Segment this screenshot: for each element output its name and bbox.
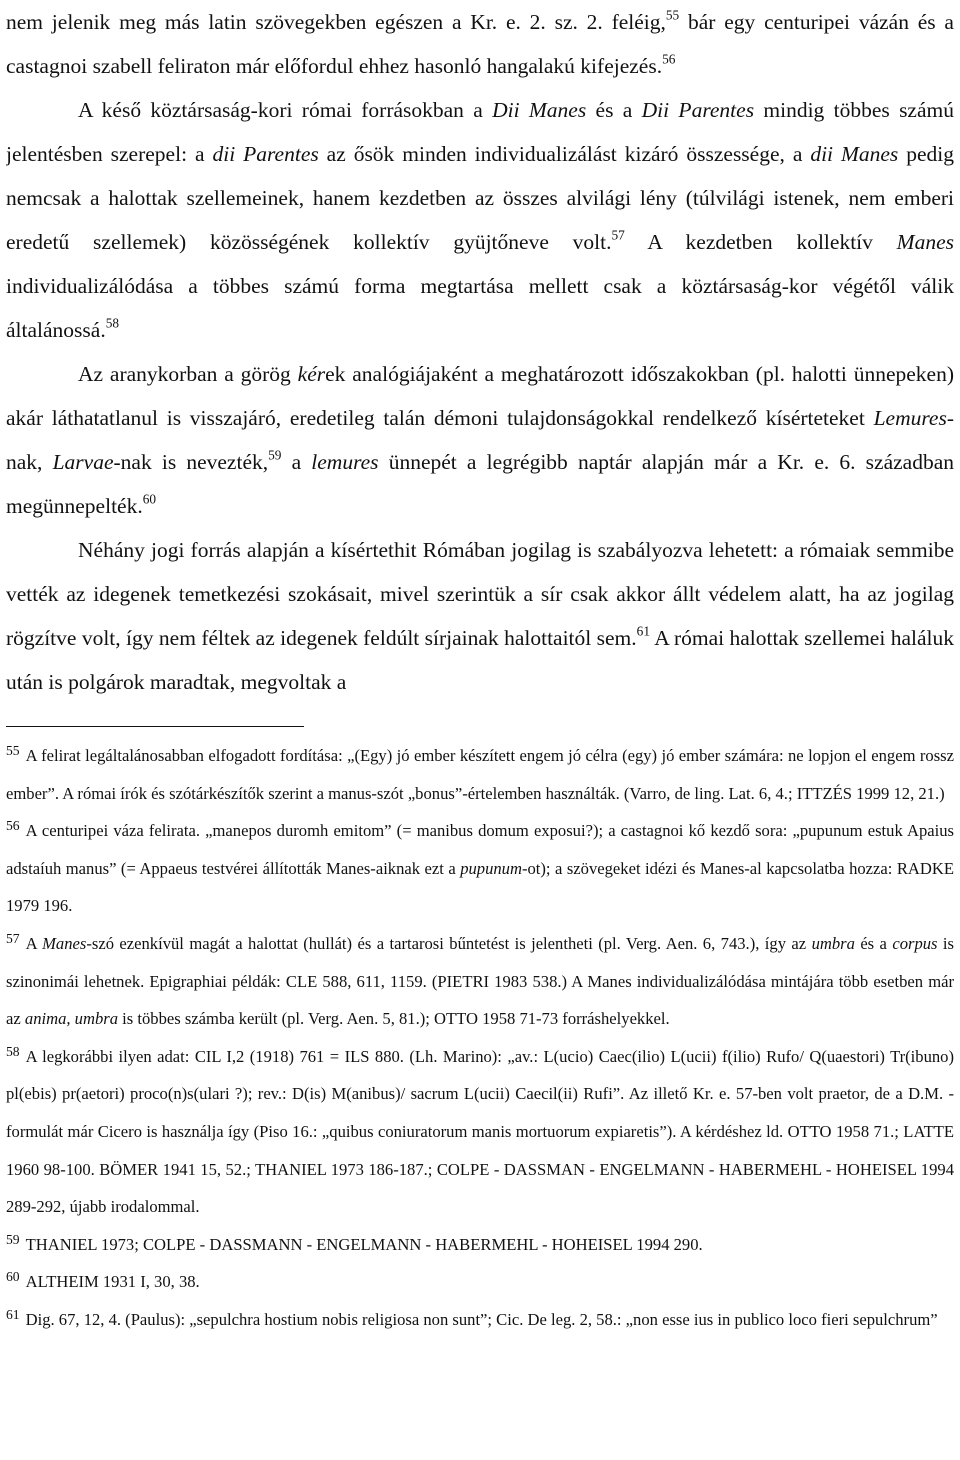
italic-text-run: Lemures [873, 406, 947, 430]
footnote-60 [6, 1263, 954, 1301]
italic-text-run: Manes [896, 230, 954, 254]
italic-text-run: dii Manes [810, 142, 899, 166]
footnote-number: 57 [6, 930, 20, 946]
text-run: A késő köztársaság-kori római forrásokban a [78, 98, 493, 122]
text-run: ünnepét a legrégibb naptár alapján már a Kr. e. 6. században megünnepelték. [6, 450, 954, 518]
italic-text-run: Larvae [52, 450, 114, 474]
italic-text-run: Dii Parentes [641, 98, 755, 122]
text-run: A legkorábbi ilyen adat: CIL I,2 (1918) 761 = ILS 880. (Lh. Marino): „av.: L(ucio) Caec(ilio) L(ucii) f(ilio) Rufo/ Q(uaestori) Tr(ibuno) pl(ebis) pr(aetori) proco(n)s(ulari ?); rev.: D(is) M(anibus)/ sacrum L(ucii) Caecil(ii) Rufi”. Az illető Kr. e. 57-ben volt praetor, de a D.M. - formulát már Cicero is használja így (Piso 16.: „quibus coniuratorum manis mortuorum expiaretis”). A kérdéshez ld. OTTO 1958 71.; LATTE 1960 98-100. BÖMER 1941 15, 52.; THANIEL 1973 186-187.; COLPE - DASSMAN - ENGELMANN - HABERMEHL - HOHEISEL 1994 289-292, újabb irodalommal. [6, 1046, 954, 1217]
footnote-59 [6, 1226, 954, 1264]
footnote-reference: 61 [636, 623, 650, 639]
text-run: a [281, 450, 312, 474]
footnote-separator [6, 726, 304, 727]
body-paragraph [6, 0, 954, 88]
footnote-reference: 56 [662, 51, 676, 67]
italic-text-run: Manes [42, 933, 87, 953]
footnote-reference: 57 [611, 227, 625, 243]
text-run: is szinonimái lehetnek. Epigraphiai példák: CLE 588, 611, 1159. (PIETRI 1983 538.) A Manes individualizálódása mintájára több esetben már az [6, 933, 954, 1029]
text-run: A felirat legáltalánosabban elfogadott fordítása: „(Egy) jó ember készített engem jó célra (egy) jó ember számára: ne lopjon el engem rossz ember”. A római írók és szótárkészítők szerint a manus-szót „bonus”-értelemben használták. (Varro, de ling. Lat. 6, 4.; ITTZÉS 1999 12, 21.) [6, 746, 954, 803]
footnote-58 [6, 1038, 954, 1226]
text-run: THANIEL 1973; COLPE - DASSMANN - ENGELMANN - HABERMEHL - HOHEISEL 1994 290. [25, 1234, 703, 1254]
text-run: A kezdetben kollektív [624, 230, 897, 254]
italic-text-run: pupunum [460, 858, 522, 878]
text-run: Dig. 67, 12, 4. (Paulus): „sepulchra hostium nobis religiosa non sunt”; Cic. De leg. 2, 58.: „non esse ius in publico loco fieri sepulchrum” [25, 1309, 938, 1329]
italic-text-run: umbra [811, 933, 855, 953]
footnote-number: 58 [6, 1043, 20, 1059]
text-run: -ot); a szövegeket idézi és Manes-al kapcsolatba hozza: RADKE 1979 196. [6, 858, 954, 916]
text-run: Néhány jogi forrás alapján a kísértethit Rómában jogilag is szabályozva lehetett: a rómaiak semmibe vették az idegenek temetkezési szokásait, mivel szerintük a sír csak akkor állt védelem alatt, ha az jogilag rögzítve volt, így nem féltek az idegenek feldúlt sírjainak halottaitól sem. [6, 538, 954, 650]
footnote-number: 59 [6, 1231, 20, 1247]
text-run: -nak is nevezték, [113, 450, 269, 474]
footnote-reference: 58 [105, 315, 120, 331]
footnote-number: 61 [6, 1306, 20, 1322]
italic-text-run: corpus [892, 933, 938, 953]
footnote-reference: 60 [142, 491, 157, 507]
text-run: az ősök minden individualizálást kizáró összessége, a [318, 142, 811, 166]
italic-text-run: kér [297, 362, 326, 386]
footnotes-section [6, 737, 954, 1339]
italic-text-run: dii Parentes [212, 142, 319, 166]
text-run: mindig többes számú jelentésben szerepel: a [6, 98, 954, 166]
text-run: A centuripei váza felirata. „manepos duromh emitom” (= manibus domum exposui?); a castagnoi kő kezdő sora: „pupunum estuk Apaius adstaíuh manus” (= Appaeus testvérei állították Manes-aiknak ezt a [6, 821, 954, 878]
text-run: nem jelenik meg más latin szövegekben egészen a Kr. e. 2. sz. 2. feléig, [6, 10, 666, 34]
italic-text-run: lemures [311, 450, 379, 474]
footnote-reference: 59 [268, 447, 282, 463]
text-run: és a [854, 933, 893, 953]
text-run: ek analógiájaként a meghatározott időszakokban (pl. halotti ünnepeken) akár láthatatlanul is visszajáró, eredetileg talán démoni tulajdonságokkal rendelkező kísérteteket [6, 362, 954, 430]
text-run: individualizálódása a többes számú forma megtartása mellett csak a köztársaság-kor végétől válik általánossá. [6, 274, 954, 342]
text-run: bár egy centuripei vázán és a castagnoi szabell feliraton már előfordul ehhez hasonló hangalakú kifejezés. [6, 10, 954, 78]
italic-text-run: anima, umbra [24, 1009, 119, 1029]
body-paragraph [6, 88, 954, 352]
body-paragraph [6, 352, 954, 528]
footnote-57 [6, 925, 954, 1038]
body-text [6, 0, 954, 704]
text-run: A [25, 933, 43, 953]
italic-text-run: Dii Manes [492, 98, 587, 122]
text-run: ALTHEIM 1931 I, 30, 38. [25, 1272, 200, 1292]
text-run: A római halottak szellemei haláluk után is polgárok maradtak, megvoltak a [6, 626, 954, 694]
text-run: -szó ezenkívül magát a halottat (hullát) és a tartarosi bűntetést is jelentheti (pl. Verg. Aen. 6, 743.), így az [86, 933, 812, 953]
footnote-56 [6, 812, 954, 925]
document-page [6, 0, 954, 1460]
text-run: is többes számba került (pl. Verg. Aen. 5, 81.); OTTO 1958 71-73 forráshelyekkel. [118, 1009, 670, 1029]
footnote-61 [6, 1301, 954, 1339]
footnote-number: 60 [6, 1269, 20, 1285]
body-paragraph [6, 528, 954, 704]
footnote-number: 55 [6, 742, 20, 758]
text-run: pedig nemcsak a halottak szellemeinek, hanem kezdetben az összes alvilági lény (túlvilági istenek, nem emberi eredetű szellemek) közösségének kollektív gyüjtőneve volt. [6, 142, 954, 254]
footnote-number: 56 [6, 818, 20, 834]
footnote-55 [6, 737, 954, 812]
text-run: Az aranykorban a görög [78, 362, 298, 386]
text-run: -nak, [6, 406, 954, 474]
footnote-reference: 55 [665, 7, 680, 23]
text-run: és a [586, 98, 642, 122]
